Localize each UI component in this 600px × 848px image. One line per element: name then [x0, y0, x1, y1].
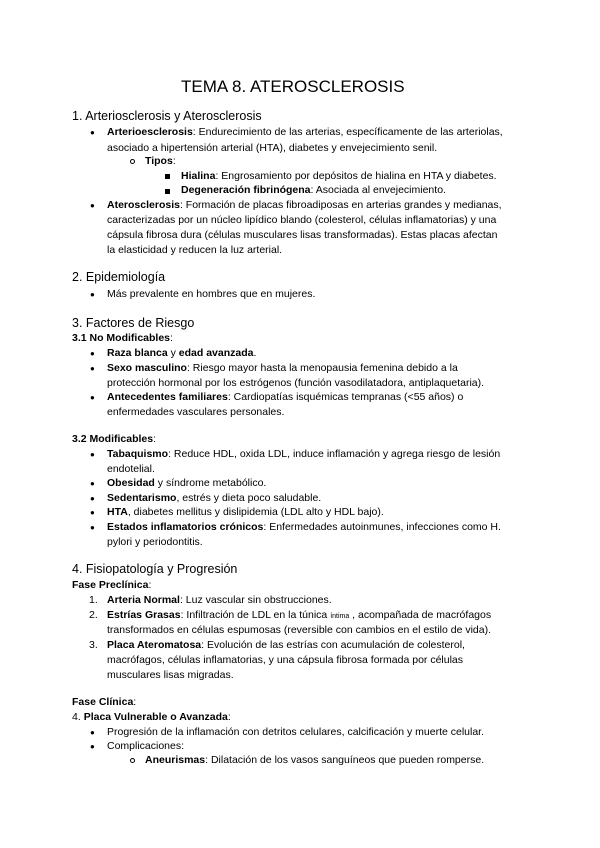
- list-item-cont: protección hormonal por los estrógenos (función vasodilatadora, antiplaquetaria).: [107, 377, 485, 389]
- list-item-cont: cápsula fibrosa dura (células musculares lisas transformadas). Estas placas afectan: [107, 229, 498, 241]
- text: : Dilatación de los vasos sanguíneos que pueden romperse.: [205, 754, 485, 766]
- text: : Cardiopatías isquémicas tempranas (<55 años) o: [227, 391, 464, 403]
- subheading-label: 3.2 Modificables: [72, 433, 154, 445]
- text-small: íntima: [330, 613, 350, 620]
- list-item: [107, 392, 463, 403]
- bullet: [130, 159, 135, 164]
- text: : Evolución de las estrías con acumulación de colesterol,: [201, 639, 465, 651]
- subheading-label: 3.1 No Modificables: [72, 332, 171, 344]
- term: Tabaquismo: [107, 448, 169, 460]
- bullet: ●: [90, 479, 95, 488]
- text: .: [253, 347, 257, 359]
- bullet: ●: [90, 364, 95, 373]
- term: Aterosclerosis: [107, 199, 180, 211]
- list-item: [107, 610, 491, 621]
- list-item: [72, 712, 231, 723]
- term: edad avanzada: [178, 347, 254, 359]
- term: Arteria Normal: [107, 594, 180, 606]
- bullet: ●: [90, 201, 95, 210]
- list-item: [107, 449, 500, 460]
- list-item: [107, 493, 321, 504]
- list-item: [107, 363, 458, 374]
- term: Estados inflamatorios crónicos: [107, 521, 264, 533]
- text: : Reduce HDL, oxida LDL, induce inflamación y agrega riesgo de lesión: [168, 448, 501, 460]
- list-number: 1.: [89, 594, 98, 606]
- text: : Infiltración de LDL en la túnica: [180, 609, 331, 621]
- list-item-cont: caracterizadas por un núcleo lipídico blando (colesterol, células inflamatorias) y una: [107, 214, 497, 226]
- list-item: Complicaciones:: [107, 740, 185, 752]
- term: Obesidad: [107, 477, 155, 489]
- list-item: [145, 755, 484, 766]
- list-item: [107, 127, 503, 138]
- section-heading-2: 2. Epidemiología: [72, 270, 166, 284]
- list-item: [181, 185, 446, 196]
- list-item-cont: asociado a hipertensión arterial (HTA), diabetes y envejecimiento senil.: [107, 142, 438, 154]
- subheading: [72, 333, 173, 344]
- list-number: 4.: [72, 711, 84, 723]
- bullet: ●: [90, 128, 95, 137]
- list-item: [107, 595, 332, 606]
- list-item: [107, 200, 502, 211]
- list-item-cont: transformados en células espumosas (reversible con cambios en el estilo de vida).: [107, 624, 492, 636]
- section-heading-1: 1. Arteriosclerosis y Aterosclerosis: [72, 109, 262, 123]
- bullet: [130, 758, 135, 763]
- bullet: ●: [90, 742, 95, 751]
- text: : Engrosamiento por depósitos de hialina en HTA y diabetes.: [215, 170, 497, 182]
- bullet: ●: [90, 450, 95, 459]
- term: Placa Ateromatosa: [107, 639, 202, 651]
- list-item-cont: musculares lisas migradas.: [107, 669, 234, 681]
- term: Estrías Grasas: [107, 609, 181, 621]
- term: Antecedentes familiares: [107, 391, 228, 403]
- phase-heading: [72, 697, 136, 708]
- term: Tipos: [145, 155, 173, 167]
- text: y: [167, 347, 179, 359]
- list-item-cont: la elasticidad y reducen la luz arterial.: [107, 244, 283, 256]
- page-title: TEMA 8. ATEROSCLEROSIS: [181, 77, 405, 96]
- phase-heading: [72, 580, 151, 591]
- subheading: [72, 434, 156, 445]
- bullet: ●: [90, 728, 95, 737]
- list-item-cont: pylori y periodontitis.: [107, 536, 203, 548]
- list-number: 2.: [89, 609, 98, 621]
- section-heading-4: 4. Fisiopatología y Progresión: [72, 562, 238, 576]
- text: :: [148, 579, 152, 591]
- list-item: [107, 348, 256, 359]
- list-item: [107, 507, 384, 518]
- text: : Riesgo mayor hasta la menopausia femenina debido a la: [186, 362, 458, 374]
- bullet: [165, 189, 170, 194]
- text: : Luz vascular sin obstrucciones.: [179, 594, 332, 606]
- text: , acompañada de macrófagos: [349, 609, 492, 621]
- list-item-cont: endotelial.: [107, 463, 155, 475]
- bullet: ●: [90, 523, 95, 532]
- phase-label: Fase Clínica: [72, 696, 134, 708]
- bullet: ●: [90, 290, 95, 299]
- phase-label: Fase Preclínica: [72, 579, 149, 591]
- term: Aneurismas: [145, 754, 206, 766]
- list-item-cont: enfermedades vasculares personales.: [107, 406, 285, 418]
- list-item: [107, 640, 465, 651]
- list-item: [181, 171, 497, 182]
- text: , estrés y dieta poco saludable.: [176, 492, 322, 504]
- text: :: [227, 711, 231, 723]
- text: , diabetes mellitus y dislipidemia (LDL alto y HDL bajo).: [127, 506, 384, 518]
- list-item: [145, 156, 176, 167]
- text: : Formación de placas fibroadiposas en arterias grandes y medianas,: [179, 199, 502, 211]
- term: Arterioesclerosis: [107, 126, 193, 138]
- list-item: [107, 522, 501, 533]
- list-item: Progresión de la inflamación con detritos celulares, calcificación y muerte celular.: [107, 726, 485, 738]
- text: : Asociada al envejecimiento.: [310, 184, 446, 196]
- text: : Endurecimiento de las arterias, específicamente de las arteriolas,: [192, 126, 503, 138]
- list-item-cont: macrófagos, células inflamatorias, y una cápsula fibrosa formada por células: [107, 654, 464, 666]
- term: Sedentarismo: [107, 492, 177, 504]
- bullet: [165, 174, 170, 179]
- list-item: Más prevalente en hombres que en mujeres.: [107, 288, 316, 300]
- term: Degeneración fibrinógena: [181, 184, 311, 196]
- text: : Enfermedades autoinmunes, infecciones como H.: [263, 521, 501, 533]
- term: HTA: [107, 506, 128, 518]
- term: Raza blanca: [107, 347, 168, 359]
- bullet: ●: [90, 494, 95, 503]
- text: :: [153, 433, 157, 445]
- bullet: ●: [90, 393, 95, 402]
- text: :: [172, 155, 176, 167]
- term: Placa Vulnerable o Avanzada: [83, 711, 228, 723]
- section-heading-3: 3. Factores de Riesgo: [72, 316, 195, 330]
- bullet: ●: [90, 349, 95, 358]
- list-item: [107, 478, 266, 489]
- term: Hialina: [181, 170, 216, 182]
- text: :: [170, 332, 173, 344]
- list-number: 3.: [89, 639, 98, 651]
- text: :: [133, 696, 137, 708]
- bullet: ●: [90, 508, 95, 517]
- text: y síndrome metabólico.: [154, 477, 267, 489]
- term: Sexo masculino: [107, 362, 187, 374]
